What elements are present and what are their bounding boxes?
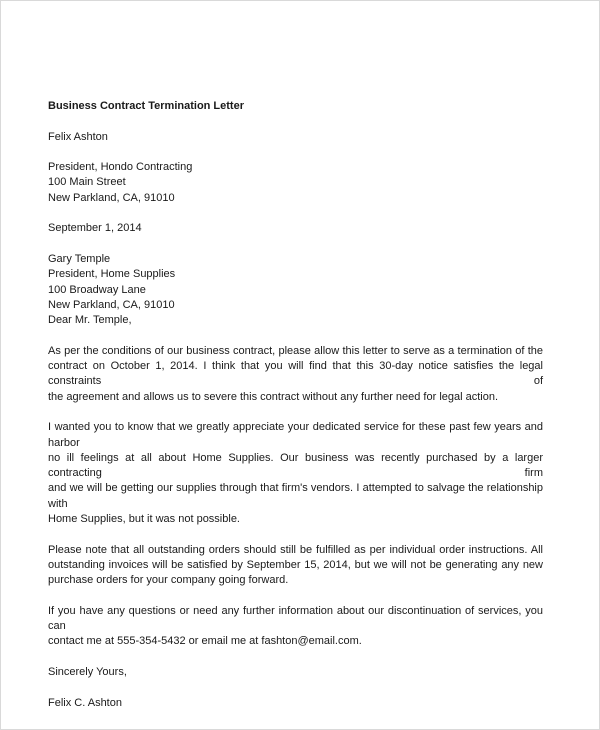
recipient-street: 100 Broadway Lane [48,283,146,296]
spacer [48,114,543,129]
sender-position: President, Hondo Contracting [48,161,193,174]
recipient-position: President, Home Supplies [48,268,176,281]
recipient-name: Gary Temple [48,252,111,265]
spacer [48,527,543,542]
sender-name: Felix Ashton [48,130,108,143]
sender-address [48,160,543,206]
paragraph-line: Please note that all outstanding orders should still be fulfilled as per individual order instructions. All [48,543,543,556]
paragraph-contact-info [48,604,543,650]
paragraph-line: contact me at 555-354-5432 or email me at fashton@email.com. [48,635,362,648]
paragraph-line: outstanding invoices will be satisfied by September 15, 2014, but we will not be generating any new [48,558,543,571]
paragraph-line: and we will be getting our supplies through that firm's vendors. I attempted to salvage the relationship with [48,482,543,510]
paragraph-line: purchase orders for your company going forward. [48,574,289,587]
sender-street: 100 Main Street [48,176,126,189]
spacer [48,237,543,252]
sender-city: New Parkland, CA, 91010 [48,191,175,204]
closing: Sincerely Yours, [48,665,127,678]
signature-name: Felix C. Ashton [48,696,122,709]
spacer [48,650,543,665]
recipient-address [48,252,543,313]
paragraph-termination-notice [48,344,543,405]
spacer [48,328,543,343]
letter-body [48,99,543,711]
spacer [48,206,543,221]
letter-date: September 1, 2014 [48,222,142,235]
salutation: Dear Mr. Temple, [48,314,132,327]
paragraph-line: Home Supplies, but it was not possible. [48,513,240,526]
spacer [48,405,543,420]
paragraph-outstanding-orders [48,543,543,589]
paragraph-line: contract on October 1, 2014. I think that you will find that this 30-day notice satisfies the legal constraints of [48,360,543,388]
spacer [48,680,543,695]
paragraph-line: If you have any questions or need any further information about our discontinuation of services, you can [48,604,543,633]
spacer [48,145,543,160]
paragraph-appreciation [48,420,543,527]
paragraph-line: As per the conditions of our business contract, please allow this letter to serve as a termination of the [48,344,543,357]
recipient-city: New Parkland, CA, 91010 [48,298,175,311]
paragraph-line: the agreement and allows us to severe this contract without any further need for legal action. [48,390,499,403]
letter-title: Business Contract Termination Letter [48,100,244,112]
paragraph-line: no ill feelings at all about Home Supplies. Our business was recently purchased by a larger contracting firm [48,451,543,480]
paragraph-line: I wanted you to know that we greatly appreciate your dedicated service for these past few years and harbor [48,421,543,449]
spacer [48,589,543,604]
